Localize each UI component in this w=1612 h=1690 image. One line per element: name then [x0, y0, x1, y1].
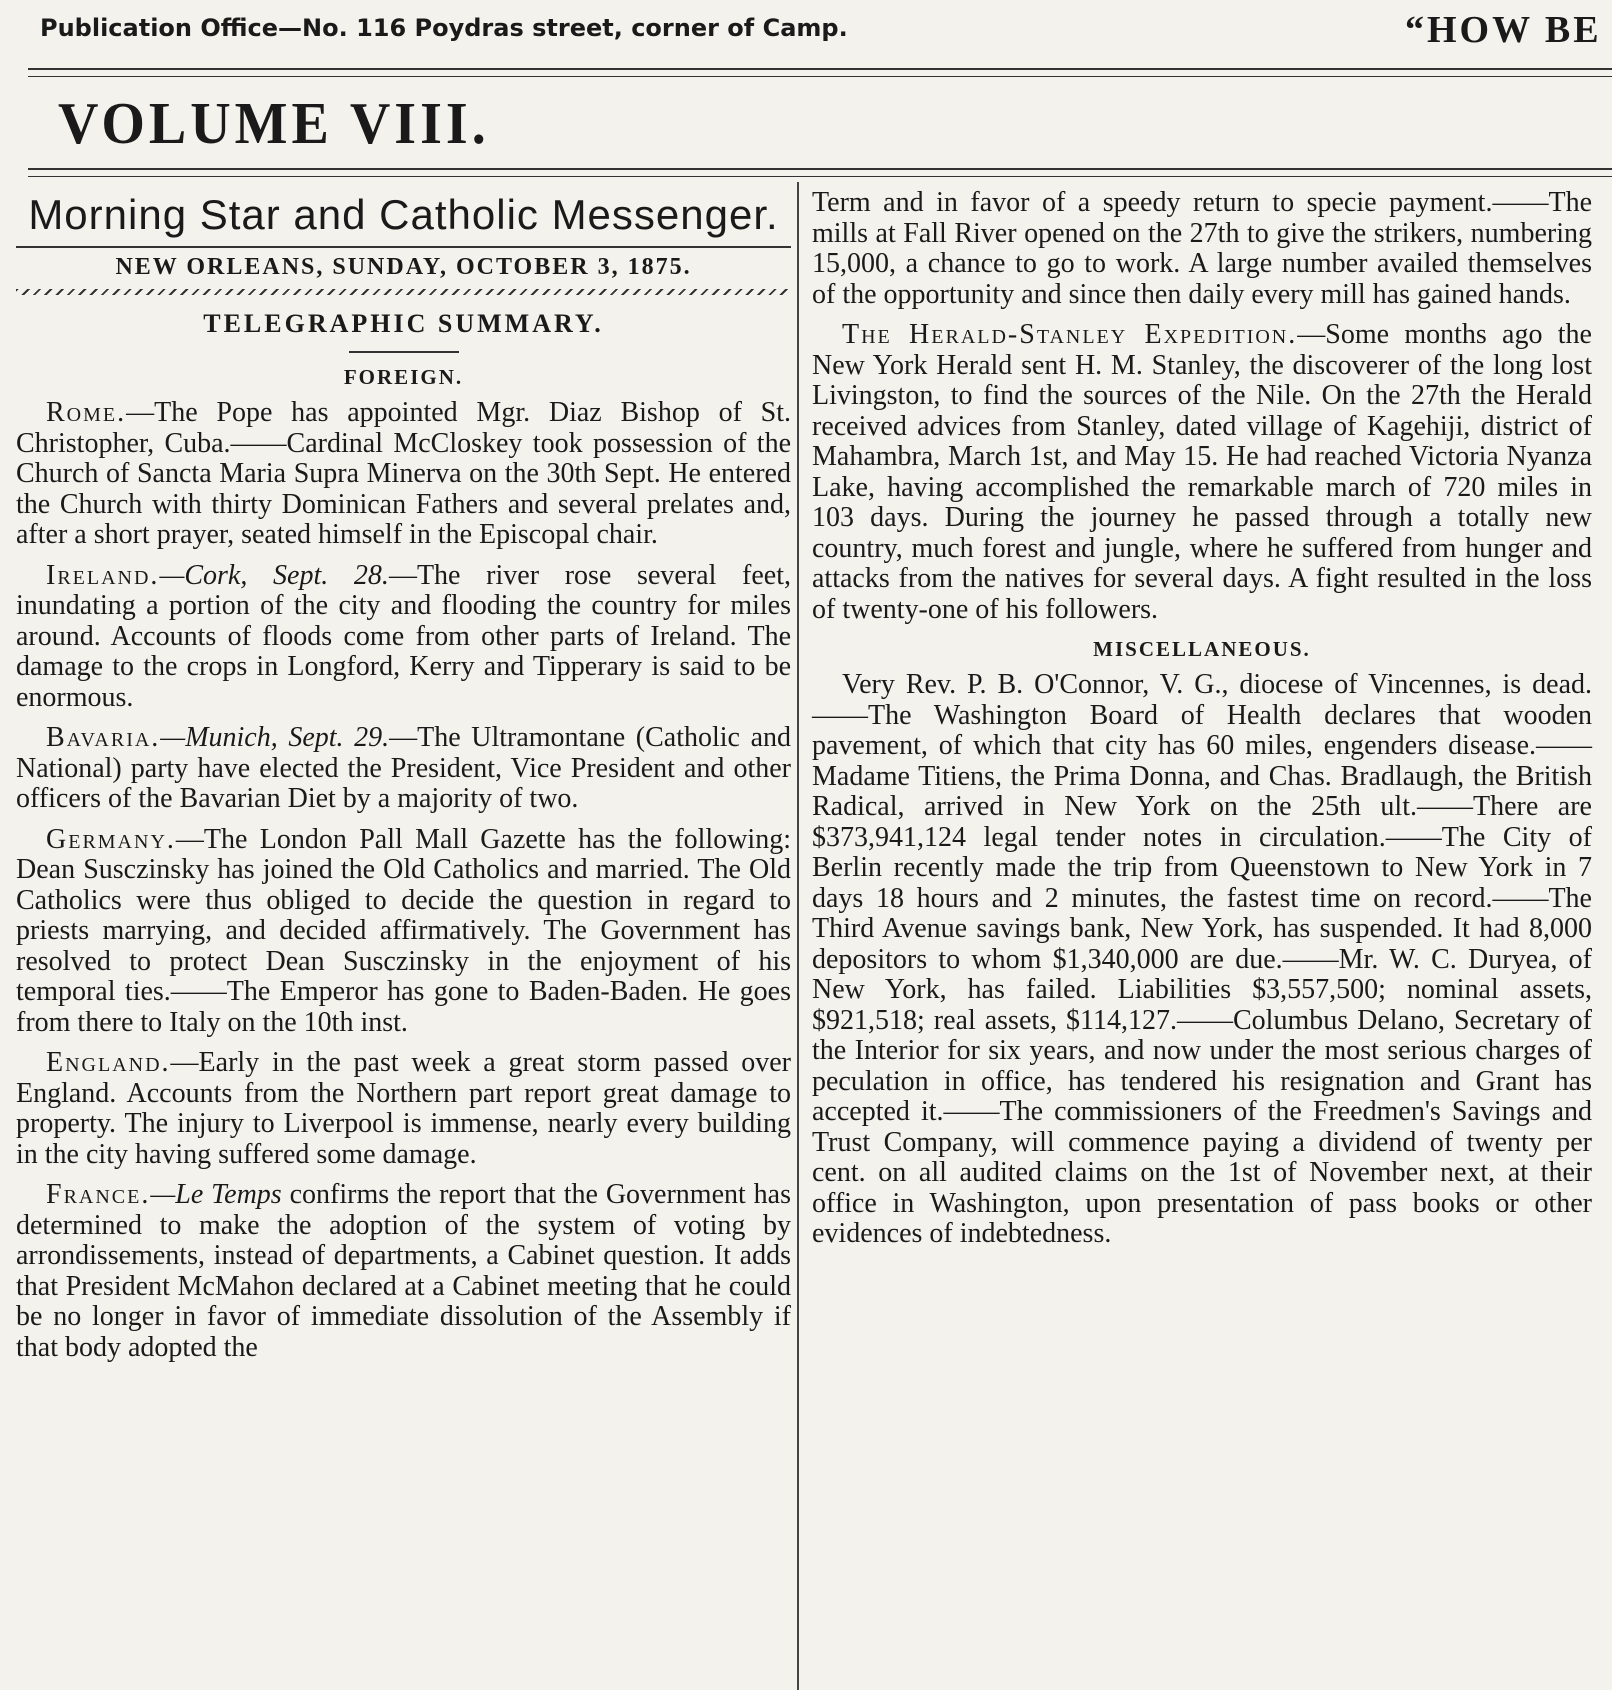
motto-fragment: “HOW BE [1405, 9, 1602, 51]
masthead-title: Morning Star and Catholic Messenger. [28, 191, 779, 238]
item-text-herald-stanley: —Some months ago the New York Herald sent H. M. Stanley, the discoverer of the long lost Livingston, to find the sources of the Nile. On the 27th the Herald received advices from Stanley, dated village of Kagehiji, district of Mahambra, March 1st, and May 15. He had reached Victoria Nyanza Lake, having accomplished the remarkable march of 720 miles in 103 days. During the journey he passed through a totally new country, much forest and jungle, where he suffered from hunger and attacks from the natives for several days. A fight resulted in the loss of twenty-one of his followers. [812, 319, 1592, 625]
header-rule-thin [28, 76, 1612, 77]
left-column [16, 188, 791, 1373]
news-item-rome [16, 398, 791, 551]
place-herald-stanley: The Herald-Stanley Expedition. [842, 319, 1298, 350]
place-rome: Rome. [46, 397, 127, 428]
item-text-ireland: —The river rose several feet, inundating a portion of the city and flooding the country for miles around. Accounts of floods come from other parts of Ireland. The damage to the crops in Longford, Kerry and Tipperary is said to be enormous. [16, 559, 791, 713]
dateline-bavaria: —Munich, Sept. 29. [160, 722, 390, 753]
header-rule-top [28, 68, 1612, 70]
item-text-bavaria: —The Ultramontane (Catholic and National) party have elected the President, Vice President and other officers of the Bavarian Diet by a majority of two. [16, 722, 791, 814]
foreign-heading: FOREIGN. [343, 365, 464, 389]
column-divider [797, 182, 799, 1690]
summary-rule [349, 351, 459, 353]
place-ireland: Ireland. [46, 559, 160, 591]
news-item-germany [16, 825, 791, 1039]
news-item-miscellaneous: Very Rev. P. B. O'Connor, V. G., diocese of Vincennes, is dead.——The Washington Board of Health declares that wooden pavement, of which that city has 60 miles, engenders disease.——Madame Titiens, the Prima Donna, and Chas. Bradlaugh, the British Radical, arrived in New York on the 25th ult.——There are $373,941,124 legal tender notes in circulation.——The City of Berlin recently made the trip from Queenstown to New York in 7 days 18 hours and 2 minutes, the fastest time on record.——The Third Avenue savings bank, New York, has suspended. It had 8,000 depositors to whom $1,340,000 are due.——Mr. W. C. Duryea, of New York, has failed. Liabilities $3,557,500; nominal assets, $921,518; real assets, $114,127.——Columbus Delano, Secretary of the Interior for six years, and now under the most serious charges of peculation in office, has tendered his resignation and Grant has accepted it.——The commissioners of the Freedmen's Savings and Trust Company, will commence paying a dividend of twenty per cent. on all audited claims on the 1st of November next, at their office in Washington, upon presentation of pass books or other evidences of indebtedness. [812, 669, 1592, 1249]
dateline-france: —Le Temps [150, 1179, 282, 1210]
news-item-england [16, 1048, 791, 1170]
place-england: England. [46, 1047, 171, 1078]
dateline-zigzag-rule [16, 289, 791, 295]
place-bavaria: Bavaria. [46, 722, 161, 753]
dateline-ireland: —Cork, Sept. 28. [159, 559, 389, 591]
volume-rule-thin [28, 176, 1612, 177]
place-france: France. [46, 1179, 151, 1210]
dateline: NEW ORLEANS, SUNDAY, OCTOBER 3, 1875. [16, 246, 791, 285]
news-item-bavaria [16, 723, 791, 815]
item-text-france: confirms the report that the Government has determined to make the adoption of the system of voting by arrondissements, instead of departments, a Cabinet question. It adds that President McMahon declared at a Cabinet meeting that he could be no longer in favor of immediate dissolution of the Assembly if that body adopted the [16, 1179, 791, 1363]
news-item-ireland [16, 561, 791, 714]
miscellaneous-heading: MISCELLANEOUS. [1093, 637, 1311, 661]
volume-rule [28, 168, 1612, 170]
summary-heading: TELEGRAPHIC SUMMARY. [203, 309, 604, 338]
publication-office: Publication Office—No. 116 Poydras street, corner of Camp. [40, 14, 848, 42]
item-text-rome: —The Pope has appointed Mgr. Diaz Bishop of St. Christopher, Cuba.——Cardinal McCloskey took possession of the Church of Sancta Maria Supra Minerva on the 30th Sept. He entered the Church with thirty Dominican Fathers and several prelates and, after a short prayer, seated himself in the Episcopal chair. [16, 397, 791, 550]
news-item-france [16, 1180, 791, 1363]
item-text-england: —Early in the past week a great storm passed over England. Accounts from the Northern part report great damage to property. The injury to Liverpool is immense, nearly every building in the city having suffered some damage. [16, 1047, 791, 1170]
item-text-germany: —The London Pall Mall Gazette has the following: Dean Susczinsky has joined the Old Catholics and married. The Old Catholics were thus obliged to decide the question in regard to priests marrying, and decided affirmatively. The Government has resolved to protect Dean Susczinsky in the enjoyment of his temporal ties.——The Emperor has gone to Baden-Baden. He goes from there to Italy on the 10th inst. [16, 823, 791, 1038]
right-column [812, 188, 1592, 1260]
place-germany: Germany. [46, 823, 176, 855]
news-item-continuation: Term and in favor of a speedy return to specie payment.——The mills at Fall River opened on the 27th to give the strikers, numbering 15,000, a chance to go to work. A large number availed themselves of the opportunity and since then daily every mill has gained hands. [812, 187, 1592, 310]
news-item-herald-stanley [812, 320, 1592, 625]
volume-number: VOLUME VIII. [58, 91, 490, 157]
